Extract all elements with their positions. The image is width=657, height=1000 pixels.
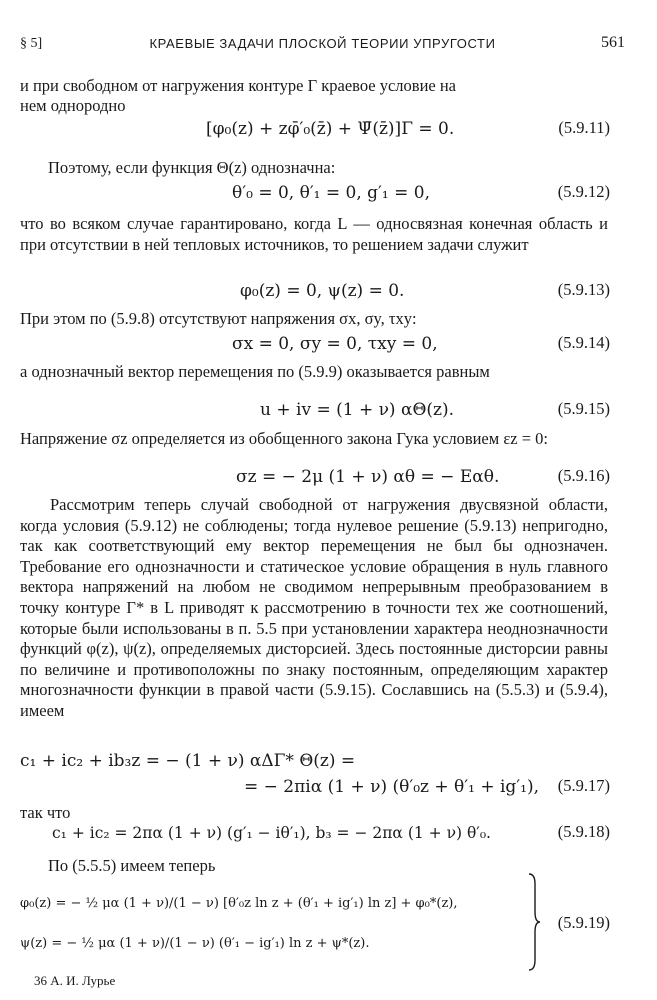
text-line-1: и при свободном от нагружения контуре Γ краевое условие на (20, 76, 457, 95)
paragraph-sigma-z: Напряжение σz определяется из обобщенного закона Гука условием εz = 0: (20, 429, 548, 448)
equation-number-5-9-12: (5.9.12) (557, 182, 610, 201)
equation-5-9-11: [φ₀(z) + zφ̄′₀(z̄) + Ψ̄(z̄)]Γ = 0. (206, 119, 455, 139)
equation-number-5-9-15: (5.9.15) (557, 399, 610, 418)
running-header (20, 34, 625, 56)
equation-5-9-12: θ′₀ = 0, θ′₁ = 0, g′₁ = 0, (232, 183, 430, 203)
signature-line: 36 А. И. Лурье (34, 973, 116, 988)
equation-number-5-9-14: (5.9.14) (557, 333, 610, 352)
equation-5-9-17-line-2: = − 2πiα (1 + ν) (θ′₀z + θ′₁ + ig′₁), (244, 777, 540, 797)
paragraph-doubly-connected (20, 495, 608, 722)
page-number: 561 (601, 34, 625, 51)
equation-number-5-9-18: (5.9.18) (557, 822, 610, 841)
equation-5-9-13: φ₀(z) = 0, ψ(z) = 0. (240, 281, 405, 301)
equation-5-9-15: u + iv = (1 + ν) αΘ(z). (260, 400, 455, 420)
paragraph-stresses: При этом по (5.9.8) отсутствуют напряжения σx, σy, τxy: (20, 309, 417, 328)
paragraph-doubly-connected-text: Рассмотрим теперь случай свободной от нагружения двусвязной области, когда условия (5.9.12) не соблюдены; тогда нулевое решение (5.9.13) непригодно, так как соответствующий ему вектор перемещения не был бы однозначен. Требование его однозначности и статическое условие обращения в нуль главного вектора напряжений на любом не сводимом непрерывным преобразованием в точку контуре Γ* в L приводят к рассмотрению в точности тех же соотношений, которые были использованы в п. 5.5 при установлении характера неоднозначности функций φ(z), ψ(z), определяемых дисторсией. Здесь постоянные дисторсии равны по величине и противоположны по знаку постоянным, определяющим характер многозначности функции в правой части (5.9.15). Сославшись на (5.5.3) и (5.9.4), имеем (20, 495, 608, 720)
paragraph-displacement: а однозначный вектор перемещения по (5.9.9) оказывается равным (20, 362, 490, 381)
equation-5-9-18: c₁ + ic₂ = 2πα (1 + ν) (g′₁ − iθ′₁), b₃ = − 2πα (1 + ν) θ′₀. (52, 824, 491, 842)
running-title: КРАЕВЫЕ ЗАДАЧИ ПЛОСКОЙ ТЕОРИИ УПРУГОСТИ (149, 36, 496, 51)
text-line-2: нем однородно (20, 96, 126, 115)
system-brace (527, 872, 541, 972)
text-so-that: так что (20, 803, 71, 822)
equation-5-9-16: σz = − 2μ (1 + ν) αθ = − Eαθ. (236, 467, 500, 487)
equation-number-5-9-11: (5.9.11) (558, 118, 610, 137)
paragraph-thus: Поэтому, если функция Θ(z) однозначна: (48, 158, 336, 177)
equation-5-9-17-line-1: c₁ + ic₂ + ib₃z = − (1 + ν) αΔΓ* Θ(z) = (20, 751, 356, 771)
equation-number-5-9-13: (5.9.13) (557, 280, 610, 299)
text-by-5-5-5: По (5.5.5) имеем теперь (48, 856, 216, 875)
equation-5-9-14: σx = 0, σy = 0, τxy = 0, (232, 334, 438, 354)
equation-number-5-9-16: (5.9.16) (557, 466, 610, 485)
equation-number-5-9-19: (5.9.19) (557, 913, 610, 932)
equation-number-5-9-17: (5.9.17) (557, 776, 610, 795)
equation-5-9-19-line-1: φ₀(z) = − ½ μα (1 + ν)/(1 − ν) [θ′₀z ln z + (θ′₁ + ig′₁) ln z] + φ₀*(z), (20, 896, 458, 911)
equation-5-9-19-line-2: ψ(z) = − ½ μα (1 + ν)/(1 − ν) (θ′₁ − ig′₁) ln z + ψ*(z). (20, 936, 370, 951)
section-mark: § 5] (20, 36, 43, 51)
paragraph-simply-connected: что во всяком случае гарантировано, когда L — односвязная конечная область и при отсутствии в ней тепловых источников, то решением задачи служит (20, 214, 608, 254)
